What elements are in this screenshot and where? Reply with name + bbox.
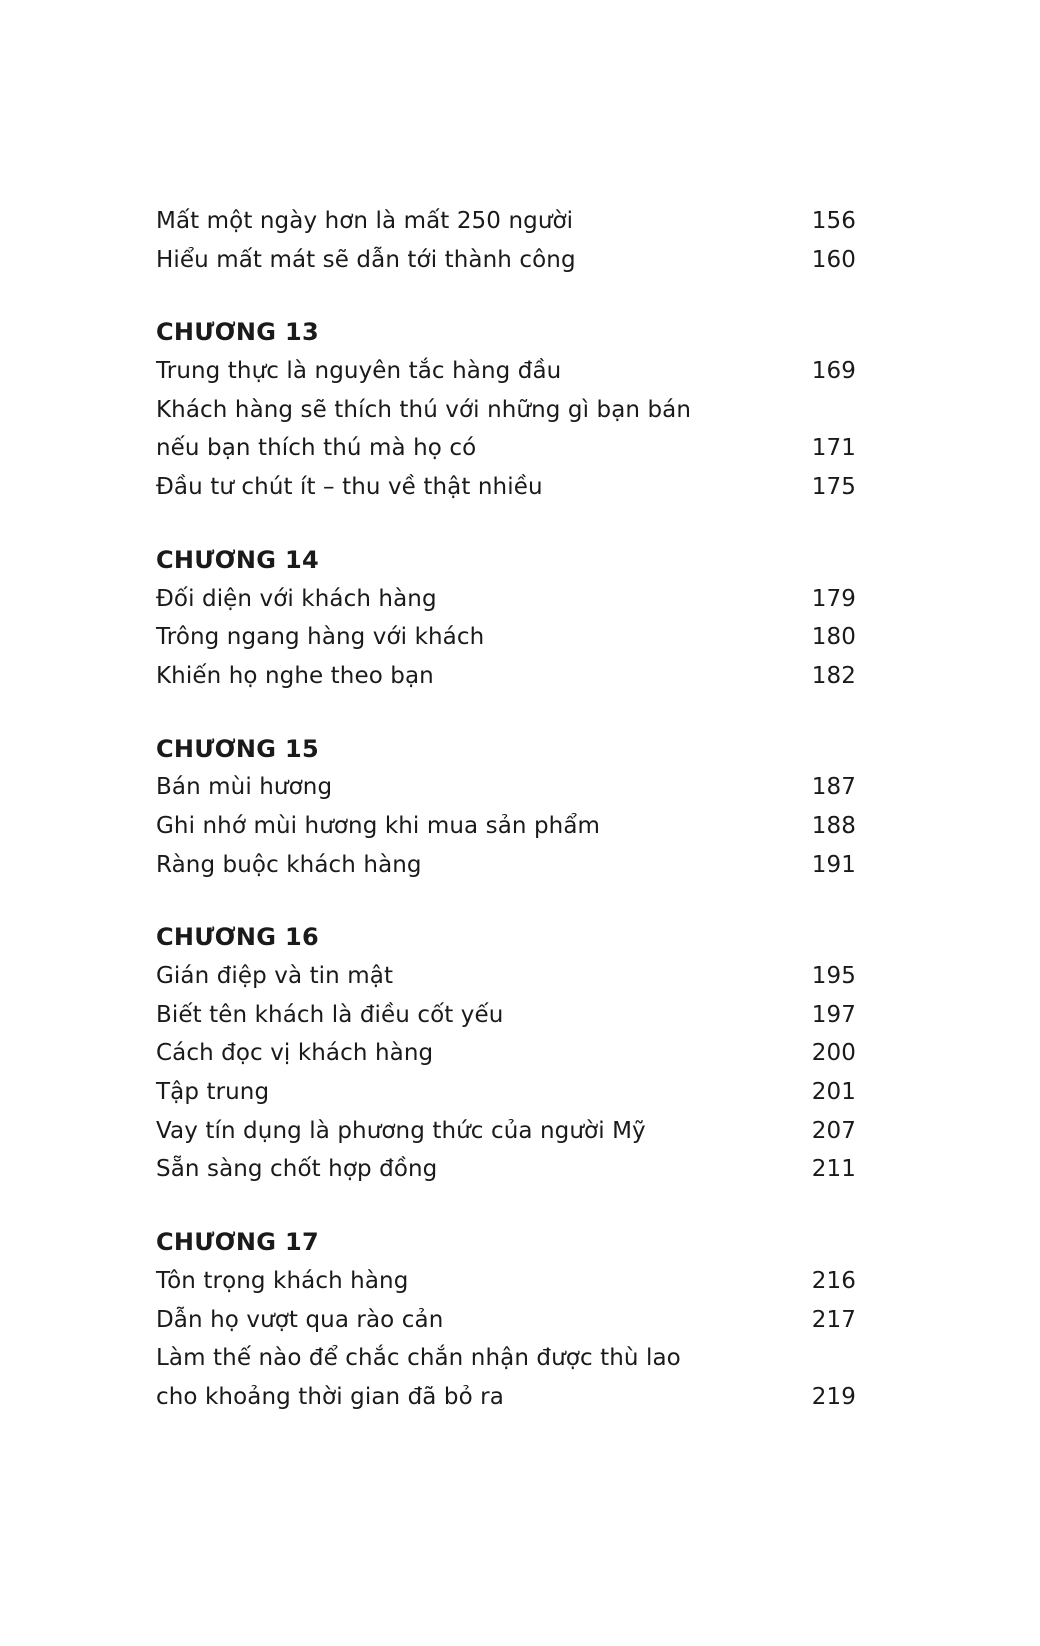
toc-entry-title: Cách đọc vị khách hàng <box>156 1040 434 1067</box>
toc-entry-page: 160 <box>811 246 856 273</box>
toc-entry <box>156 957 856 996</box>
toc-entry-page: 188 <box>811 812 856 839</box>
toc-entry-page: 217 <box>811 1306 856 1333</box>
chapter-heading: CHƯƠNG 17 <box>156 1228 319 1257</box>
chapter-heading: CHƯƠNG 13 <box>156 318 319 347</box>
toc-entry-page: 175 <box>811 474 856 501</box>
toc-entry-page: 191 <box>811 851 856 878</box>
toc-entry <box>156 468 856 507</box>
toc-entry-title: Ràng buộc khách hàng <box>156 851 422 878</box>
toc-entry-page: 195 <box>811 963 856 989</box>
toc-entry-title: nếu bạn thích thú mà họ có <box>156 435 477 462</box>
toc-entry-title: Đối diện với khách hàng <box>156 585 437 612</box>
toc-section <box>156 202 856 279</box>
toc-entry-title: Bán mùi hương <box>156 774 333 801</box>
toc-entry-page: 169 <box>811 358 856 385</box>
toc-entry <box>156 846 856 885</box>
toc-entry <box>156 768 856 807</box>
toc-entry <box>156 241 856 280</box>
chapter-heading: CHƯƠNG 15 <box>156 734 319 763</box>
toc-entry <box>156 580 856 619</box>
toc-section <box>156 541 856 696</box>
toc-entry <box>156 1262 856 1301</box>
toc-entry-page: 200 <box>811 1040 856 1067</box>
toc-entry <box>156 1301 856 1340</box>
chapter-heading: CHƯƠNG 16 <box>156 923 319 952</box>
toc-entry-title: Ghi nhớ mùi hương khi mua sản phẩm <box>156 812 601 839</box>
toc-entry-page: 171 <box>811 435 856 462</box>
toc-entry <box>156 1150 856 1189</box>
toc-entry-title: Tập trung <box>156 1079 270 1106</box>
toc-entry <box>156 1034 856 1073</box>
toc-entry <box>156 352 856 391</box>
chapter-heading: CHƯƠNG 14 <box>156 545 319 574</box>
toc-entry-page: 156 <box>811 208 856 234</box>
toc-entry-title: cho khoảng thời gian đã bỏ ra <box>156 1383 504 1410</box>
toc-entry-page: 211 <box>811 1156 856 1183</box>
toc-entry-title: Mất một ngày hơn là mất 250 người <box>156 208 574 234</box>
toc-entry <box>156 1112 856 1151</box>
table-of-contents <box>156 202 856 1417</box>
toc-entry-title: Biết tên khách là điều cốt yếu <box>156 1001 504 1028</box>
toc-entry-page: 179 <box>811 585 856 612</box>
toc-entry-title: Trông ngang hàng với khách <box>156 624 485 651</box>
toc-entry-page: 182 <box>811 662 856 689</box>
toc-section <box>156 918 856 1189</box>
toc-entry-page: 180 <box>811 624 856 651</box>
toc-entry-title: Tôn trọng khách hàng <box>156 1267 409 1294</box>
toc-entry-title: Đầu tư chút ít – thu về thật nhiều <box>156 474 543 501</box>
toc-entry-title: Gián điệp và tin mật <box>156 963 394 989</box>
toc-entry <box>156 996 856 1035</box>
toc-entry <box>156 1378 856 1417</box>
toc-entry-page: 201 <box>811 1079 856 1106</box>
toc-section <box>156 313 856 506</box>
toc-entry-title: Hiểu mất mát sẽ dẫn tới thành công <box>156 246 576 273</box>
toc-section <box>156 1223 856 1416</box>
toc-entry-title: Khiến họ nghe theo bạn <box>156 662 434 689</box>
toc-entry <box>156 657 856 696</box>
toc-entry-page: 187 <box>811 774 856 801</box>
toc-entry <box>156 1073 856 1112</box>
toc-entry-title-line1: Khách hàng sẽ thích thú với những gì bạn bán <box>156 396 692 423</box>
toc-entry-page: 216 <box>811 1267 856 1294</box>
toc-entry-page: 219 <box>811 1383 856 1410</box>
toc-entry-title: Sẵn sàng chốt hợp đồng <box>156 1156 438 1183</box>
toc-section <box>156 730 856 885</box>
toc-entry-title: Vay tín dụng là phương thức của người Mỹ <box>156 1117 646 1144</box>
toc-entry <box>156 202 856 241</box>
toc-entry <box>156 429 856 468</box>
toc-entry-title: Trung thực là nguyên tắc hàng đầu <box>156 358 562 385</box>
toc-entry-title-line1: Làm thế nào để chắc chắn nhận được thù lao <box>156 1345 681 1372</box>
toc-entry <box>156 618 856 657</box>
toc-entry-title: Dẫn họ vượt qua rào cản <box>156 1306 444 1333</box>
toc-entry-page: 197 <box>811 1001 856 1028</box>
toc-entry <box>156 807 856 846</box>
toc-entry-page: 207 <box>811 1117 856 1144</box>
